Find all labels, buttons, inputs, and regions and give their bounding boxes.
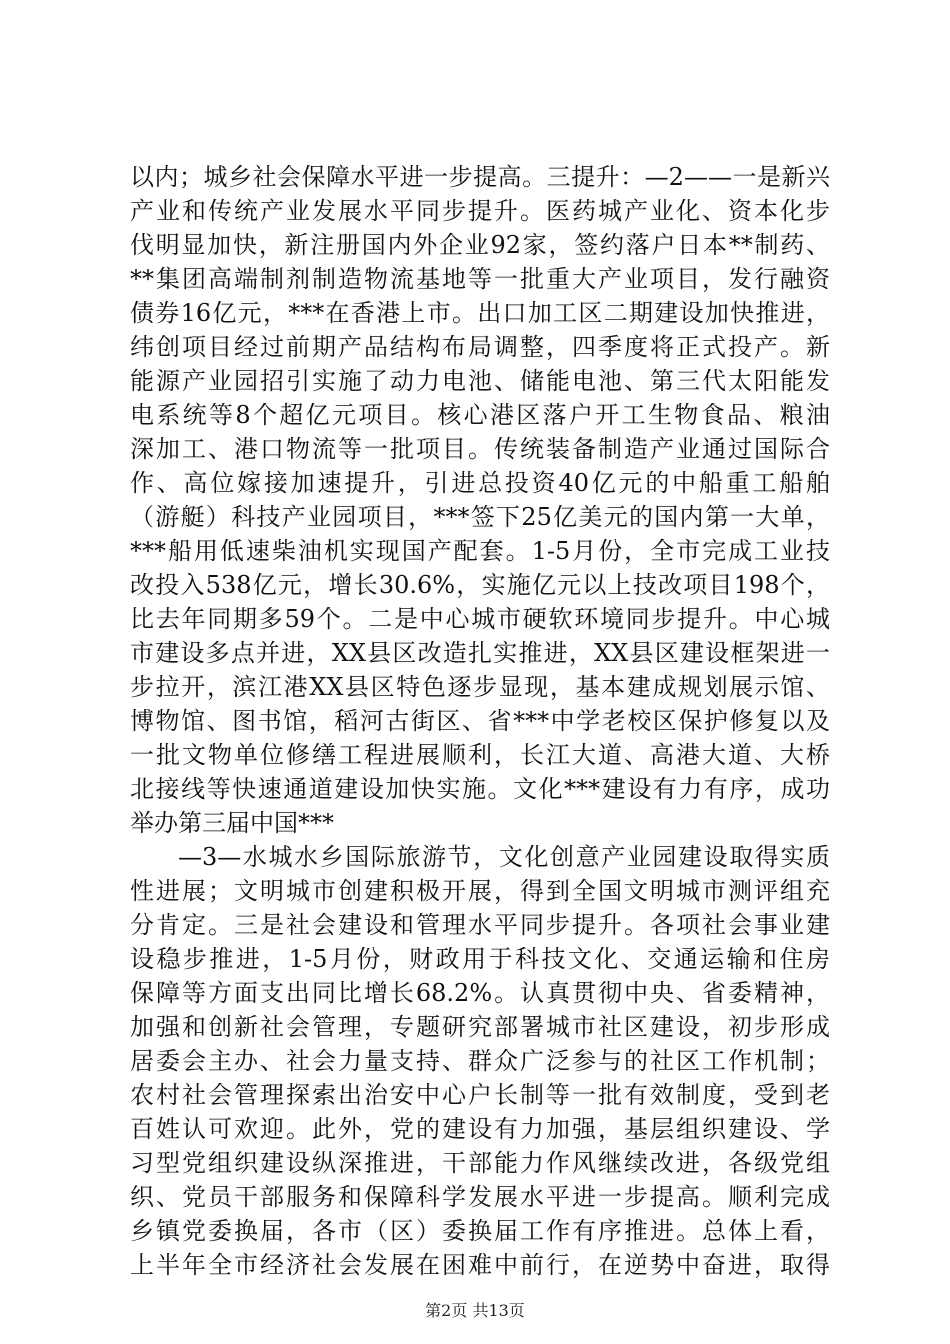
body-line: 织、党员干部服务和保障科学发展水平进一步提高。顺利完成 xyxy=(130,1183,830,1211)
body-line: —3—水城水乡国际旅游节，文化创意产业园建设取得实质 xyxy=(178,843,830,871)
body-line: **集团高端制剂制造物流基地等一批重大产业项目，发行融资 xyxy=(130,265,830,293)
body-line: 乡镇党委换届，各市（区）委换届工作有序推进。总体上看， xyxy=(130,1217,830,1245)
body-line: 设稳步推进，1-5月份，财政用于科技文化、交通运输和住房 xyxy=(130,945,830,973)
body-line: 以内；城乡社会保障水平进一步提高。三提升：—2——一是新兴 xyxy=(130,163,830,191)
body-line: 能源产业园招引实施了动力电池、储能电池、第三代太阳能发 xyxy=(130,367,830,395)
body-line: 步拉开，滨江港XX县区特色逐步显现，基本建成规划展示馆、 xyxy=(130,673,830,701)
body-line: 债券16亿元，***在香港上市。出口加工区二期建设加快推进， xyxy=(130,299,830,327)
body-line: 加强和创新社会管理，专题研究部署城市社区建设，初步形成 xyxy=(130,1013,830,1041)
body-line: 百姓认可欢迎。此外，党的建设有力加强，基层组织建设、学 xyxy=(130,1115,830,1143)
page-number-footer: 第2页 共13页 xyxy=(425,1301,525,1320)
body-line: 性进展；文明城市创建积极开展，得到全国文明城市测评组充 xyxy=(130,877,830,905)
body-line: 作、高位嫁接加速提升，引进总投资40亿元的中船重工船舶 xyxy=(130,469,830,497)
body-line: （游艇）科技产业园项目，***签下25亿美元的国内第一大单， xyxy=(130,503,830,531)
body-line: 举办第三届中国*** xyxy=(130,809,334,837)
body-line: 市建设多点并进，XX县区改造扎实推进，XX县区建设框架进一 xyxy=(130,639,830,667)
body-line: 农村社会管理探索出治安中心户长制等一批有效制度，受到老 xyxy=(130,1081,830,1109)
body-line: 比去年同期多59个。二是中心城市硬软环境同步提升。中心城 xyxy=(130,605,830,633)
body-line: 保障等方面支出同比增长68.2%。认真贯彻中央、省委精神， xyxy=(130,979,830,1007)
body-line: 改投入538亿元，增长30.6%，实施亿元以上技改项目198个， xyxy=(130,571,830,599)
body-line: 习型党组织建设纵深推进，干部能力作风继续改进，各级党组 xyxy=(130,1149,830,1177)
body-line: 分肯定。三是社会建设和管理水平同步提升。各项社会事业建 xyxy=(130,911,830,939)
body-line: 上半年全市经济社会发展在困难中前行，在逆势中奋进，取得 xyxy=(130,1251,830,1279)
body-line: 产业和传统产业发展水平同步提升。医药城产业化、资本化步 xyxy=(130,197,830,225)
body-line: 纬创项目经过前期产品结构布局调整，四季度将正式投产。新 xyxy=(130,333,830,361)
body-line: 伐明显加快，新注册国内外企业92家，签约落户日本**制药、 xyxy=(130,231,830,259)
body-line: 电系统等8个超亿元项目。核心港区落户开工生物食品、粮油 xyxy=(130,401,830,429)
body-line: 博物馆、图书馆，稻河古街区、省***中学老校区保护修复以及 xyxy=(130,707,830,735)
body-line: 居委会主办、社会力量支持、群众广泛参与的社区工作机制； xyxy=(130,1047,830,1075)
body-line: 深加工、港口物流等一批项目。传统装备制造产业通过国际合 xyxy=(130,435,830,463)
body-line: ***船用低速柴油机实现国产配套。1-5月份，全市完成工业技 xyxy=(130,537,830,565)
body-line: 一批文物单位修缮工程进展顺利，长江大道、高港大道、大桥 xyxy=(130,741,830,769)
body-line: 北接线等快速通道建设加快实施。文化***建设有力有序，成功 xyxy=(130,775,830,803)
